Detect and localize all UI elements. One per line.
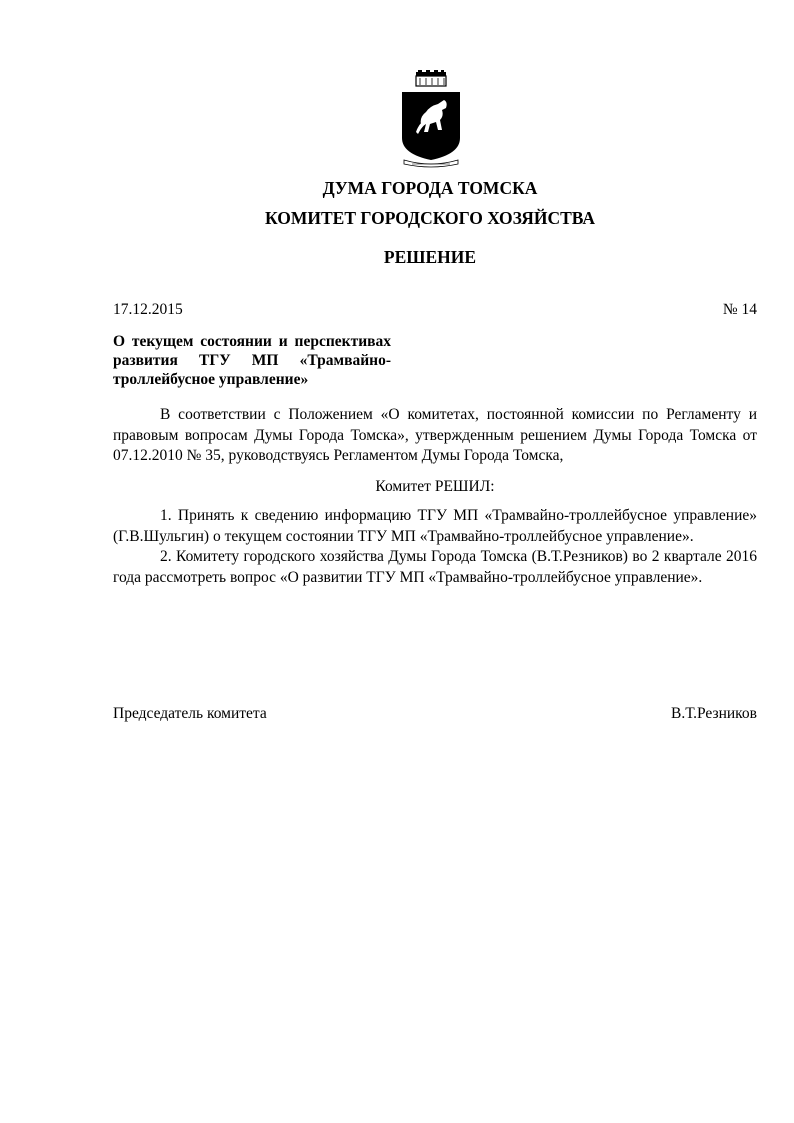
committee-name: КОМИТЕТ ГОРОДСКОГО ХОЗЯЙСТВА <box>265 208 595 228</box>
date-number-row <box>113 300 757 320</box>
preamble-block <box>113 405 757 467</box>
decision-heading-block <box>113 477 757 498</box>
decision-item-1: 1. Принять к сведению информацию ТГУ МП «Трамвайно-троллейбусное управление» (Г.В.Шульгин) о текущем состоянии ТГУ МП «Трамвайно-троллейбусное управление». <box>113 507 757 545</box>
signatory-role: Председатель комитета <box>113 705 267 722</box>
coat-of-arms-icon <box>396 70 466 170</box>
decision-item-2: 2. Комитету городского хозяйства Думы Города Томска (В.Т.Резников) во 2 квартале 2016 года рассмотреть вопрос «О развитии ТГУ МП «Трамвайно-троллейбусное управление». <box>113 548 757 586</box>
preamble-paragraph: В соответствии с Положением «О комитетах, постоянной комиссии по Регламенту и правовым вопросам Думы Города Томска», утвержденным решением Думы Города Томска от 07.12.2010 № 35, руководствуясь Регламентом Думы Города Томска, <box>113 406 757 464</box>
document-authority: ДУМА ГОРОДА ТОМСКА <box>322 178 538 198</box>
decision-items <box>113 506 757 588</box>
document-number: № 14 <box>722 301 757 318</box>
document-subject: О текущем состоянии и перспективах развития ТГУ МП «Трамвайно-троллейбусное управление» <box>113 333 391 388</box>
document-date: 17.12.2015 <box>113 301 183 318</box>
signatory-name: В.Т.Резников <box>670 705 757 722</box>
decision-heading: Комитет РЕШИЛ: <box>375 478 495 495</box>
signature-row <box>113 704 757 724</box>
document-type: РЕШЕНИЕ <box>383 247 477 267</box>
